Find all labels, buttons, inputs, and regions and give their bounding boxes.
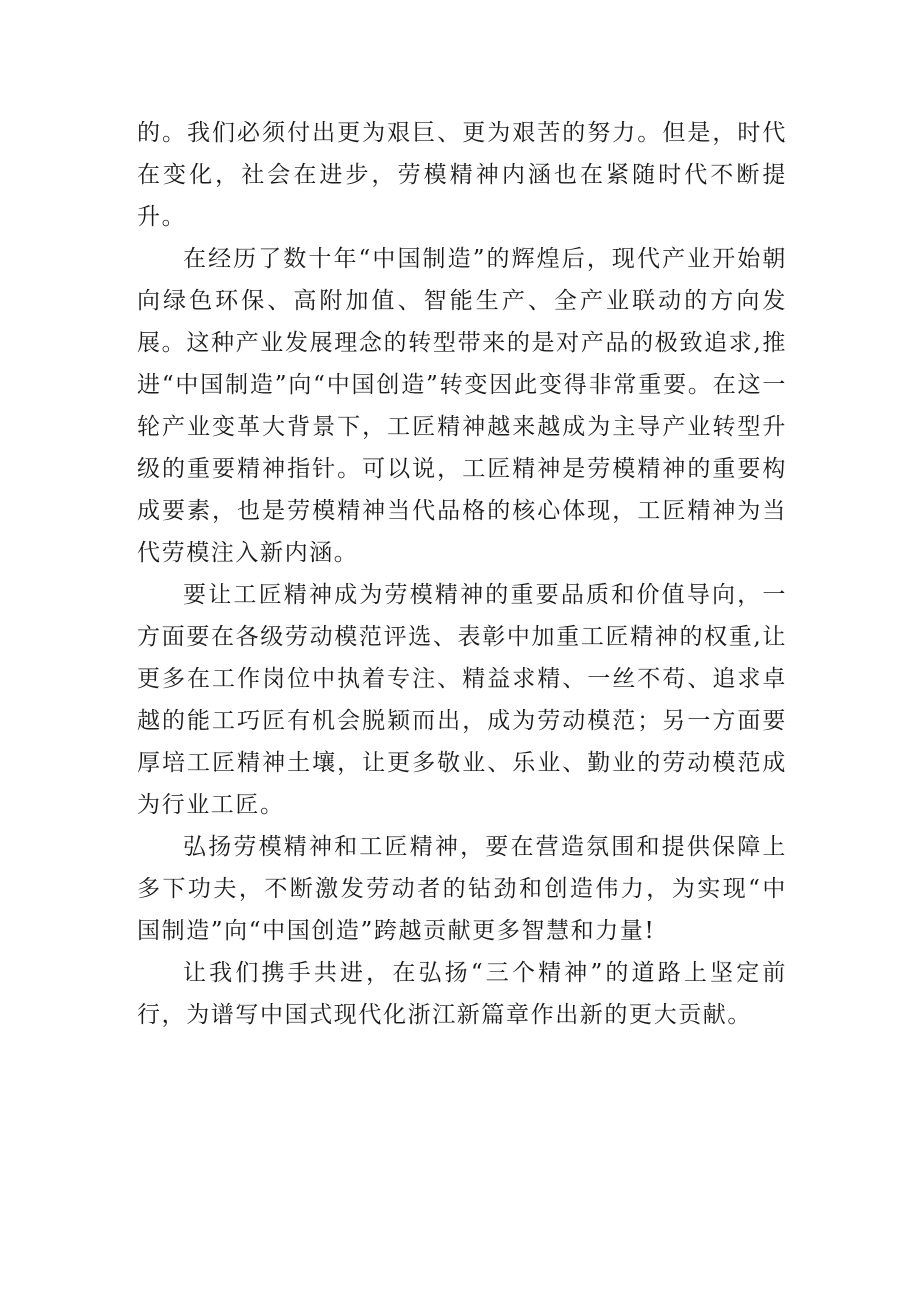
- paragraph-4: 弘扬劳模精神和工匠精神，要在营造氛围和提供保障上多下功夫，不断激发劳动者的钻劲和创造伟力，为实现“中国制造”向“中国创造”跨越贡献更多智慧和力量!: [137, 834, 787, 944]
- paragraph-3: 要让工匠精神成为劳模精神的重要品质和价值导向，一方面要在各级劳动模范评选、表彰中加重工匠精神的权重,让更多在工作岗位中执着专注、精益求精、一丝不苟、追求卓越的能工巧匠有机会脱颖而出，成为劳动模范；另一方面要厚培工匠精神土壤，让更多敬业、乐业、勤业的劳动模范成为行业工匠。: [137, 582, 787, 818]
- paragraph-1: 的。我们必须付出更为艰巨、更为艰苦的努力。但是，时代在变化，社会在进步，劳模精神内涵也在紧随时代不断提升。: [137, 120, 787, 230]
- document-body: [137, 112, 787, 1036]
- paragraph-2: 在经历了数十年“中国制造”的辉煌后，现代产业开始朝向绿色环保、高附加值、智能生产、全产业联动的方向发展。这种产业发展理念的转型带来的是对产品的极致追求,推进“中国制造”向“中国创造”转变因此变得非常重要。在这一轮产业变革大背景下，工匠精神越来越成为主导产业转型升级的重要精神指针。可以说，工匠精神是劳模精神的重要构成要素，也是劳模精神当代品格的核心体现，工匠精神为当代劳模注入新内涵。: [137, 246, 787, 566]
- paragraph-5: 让我们携手共进，在弘扬“三个精神”的道路上坚定前行，为谱写中国式现代化浙江新篇章作出新的更大贡献。: [137, 960, 787, 1028]
